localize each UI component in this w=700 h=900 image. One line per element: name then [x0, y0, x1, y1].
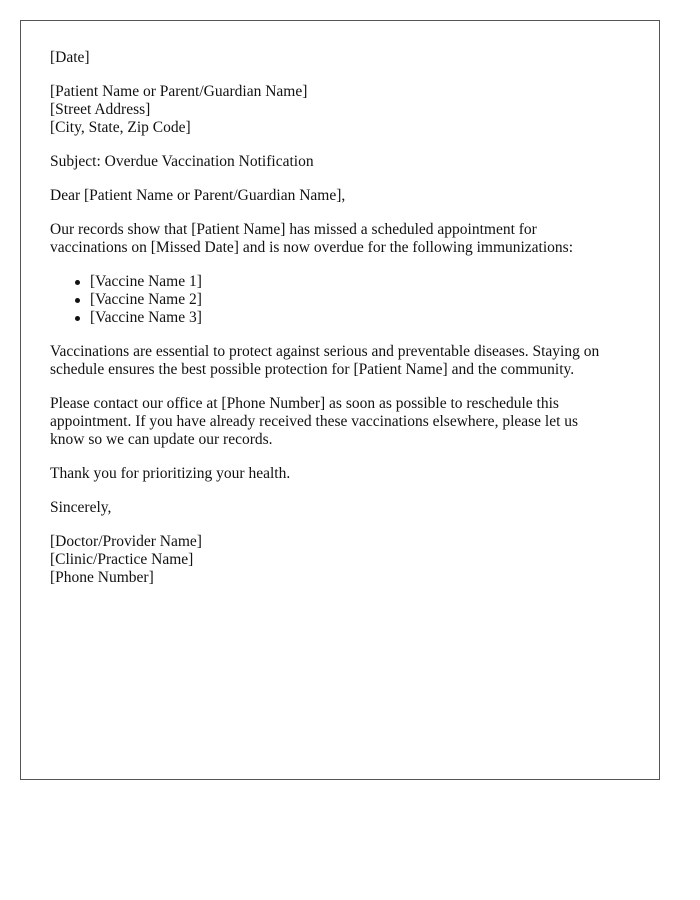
signature-block [50, 533, 635, 587]
contact-line-2: appointment. If you have already received these vaccinations elsewhere, please let us [50, 413, 579, 430]
importance-paragraph [50, 343, 635, 379]
intro-line-2: vaccinations on [Missed Date] and is now overdue for the following immunizations: [50, 239, 574, 256]
importance-line-1: Vaccinations are essential to protect against serious and preventable diseases. Staying on [50, 343, 600, 360]
contact-line-1: Please contact our office at [Phone Number] as soon as possible to reschedule this [50, 395, 559, 412]
vaccine-list [50, 273, 635, 327]
list-item [90, 291, 635, 309]
letter-subject: Subject: Overdue Vaccination Notification [50, 153, 314, 170]
subject-block [50, 153, 635, 171]
intro-paragraph [50, 221, 635, 257]
recipient-city: [City, State, Zip Code] [50, 119, 191, 136]
thanks-text: Thank you for prioritizing your health. [50, 465, 291, 482]
bullet-icon [75, 298, 80, 303]
closing-text: Sincerely, [50, 499, 112, 516]
thanks-block [50, 465, 635, 483]
clinic-name: [Clinic/Practice Name] [50, 551, 194, 568]
list-item [90, 309, 635, 327]
vaccine-name: [Vaccine Name 3] [90, 309, 202, 326]
recipient-name: [Patient Name or Parent/Guardian Name] [50, 83, 308, 100]
bullet-icon [75, 280, 80, 285]
importance-line-2: schedule ensures the best possible protection for [Patient Name] and the community. [50, 361, 575, 378]
vaccine-name: [Vaccine Name 2] [90, 291, 202, 308]
letter-greeting: Dear [Patient Name or Parent/Guardian Name], [50, 187, 346, 204]
list-item [90, 273, 635, 291]
recipient-street: [Street Address] [50, 101, 151, 118]
intro-line-1: Our records show that [Patient Name] has missed a scheduled appointment for [50, 221, 537, 238]
closing-block [50, 499, 635, 517]
date-block [50, 49, 635, 67]
contact-line-3: know so we can update our records. [50, 431, 273, 448]
phone-number: [Phone Number] [50, 569, 154, 586]
bullet-icon [75, 316, 80, 321]
provider-name: [Doctor/Provider Name] [50, 533, 202, 550]
vaccine-name: [Vaccine Name 1] [90, 273, 202, 290]
recipient-address [50, 83, 635, 137]
greeting-block [50, 187, 635, 205]
letter-page [20, 20, 660, 780]
contact-paragraph [50, 395, 635, 449]
letter-body [50, 49, 635, 603]
letter-date: [Date] [50, 49, 90, 66]
